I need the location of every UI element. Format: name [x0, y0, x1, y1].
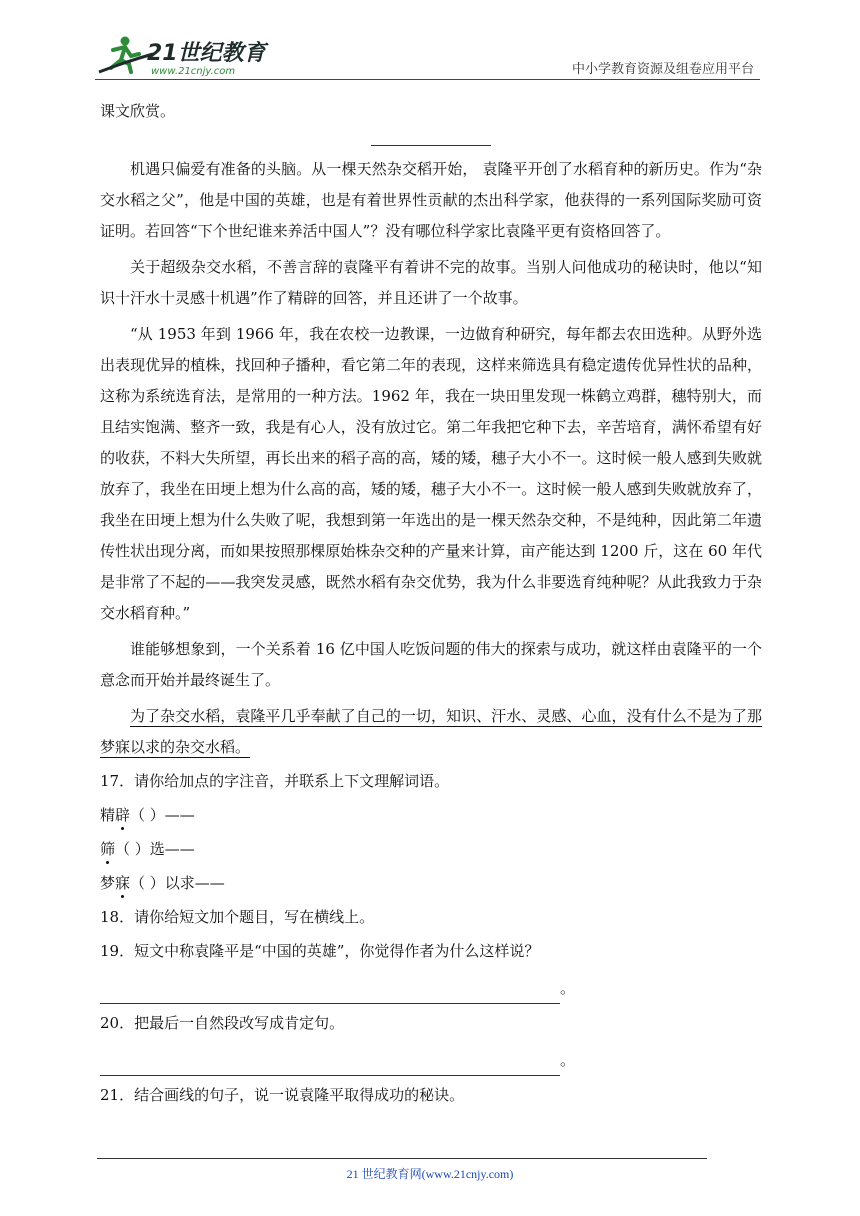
- q17-item-2-post: （ ）选——: [115, 840, 195, 858]
- q17-item-1-pre: 精: [100, 806, 116, 824]
- question-19: 19．短文中称袁隆平是“中国的英雄”，你觉得作者为什么这样说？: [100, 942, 540, 960]
- question-21: 21．结合画线的句子，说一说袁隆平取得成功的秘诀。: [100, 1086, 465, 1104]
- underlined-sentence: 为了杂交水稻，袁隆平几乎奉献了自己的一切，知识、汗水、灵感、心血，没有什么不是为了那梦寐以求的杂交水稻。: [100, 707, 762, 756]
- footer-link[interactable]: 21 世纪教育网(www.21cnjy.com): [346, 1167, 514, 1181]
- paragraph-3: “从 1953 年到 1966 年，我在农校一边教课，一边做育种研究，每年都去农田选种。从野外选出表现优异的植株，找回种子播种，看它第二年的表现，这样来筛选具有稳定遗传优异性状的品种，这称为系统选育法，是常用的一种方法。1962 年，我在一块田里发现一株鹤立鸡群，穗特别大，而且结实饱满、整齐一致，我是有心人，没有放过它。第二年我把它种下去，辛苦培育，满怀希望有好的收获，不料大失所望，再长出来的稻子高的高，矮的矮，穗子大小不一。这时候一般人感到失败就放弃了，我坐在田埂上想为什么高的高，矮的矮，穗子大小不一。这时候一般人感到失败就放弃了，我坐在田埂上想为什么失败了呢，我想到第一年选出的是一棵天然杂交种，不是纯种，因此第二年遗传性状出现分离，而如果按照那棵原始株杂交种的产量来计算，亩产能达到 1200 斤，这在 60 年代是非常了不起的——我突发灵感，既然水稻有杂交优势，我为什么非要选育纯种呢？从此我致力于杂交水稻育种。”: [100, 325, 762, 622]
- question-17: 17．请你给加点的字注音，并联系上下文理解词语。: [100, 772, 450, 790]
- paragraph-1: 机遇只偏爱有准备的头脑。从一棵天然杂交稻开始， 袁隆平开创了水稻育种的新历史。作为“杂交水稻之父”，他是中国的英雄，也是有着世界性贡献的杰出科学家，他获得的一系列国际奖励可资证明。若回答“下个世纪谁来养活中国人”？没有哪位科学家比袁隆平更有资格回答了。: [100, 160, 762, 240]
- q17-item-1-char: 辟: [115, 806, 131, 824]
- q19-answer: [100, 973, 762, 1005]
- q19-answer-line[interactable]: [100, 979, 560, 1004]
- emphasis-dot: [106, 861, 109, 864]
- q17-item-1-dotted: [115, 806, 130, 824]
- document-body: [100, 96, 762, 1111]
- q17-item-1-post: （ ）——: [130, 806, 195, 824]
- q20-answer-line[interactable]: [100, 1051, 560, 1076]
- paragraph-2: 关于超级杂交水稻，不善言辞的袁隆平有着讲不完的故事。当别人问他成功的秘诀时，他以“知识十汗水十灵感十机遇”作了精辟的回答，并且还讲了一个故事。: [100, 258, 762, 307]
- emphasis-dot: [121, 895, 124, 898]
- q17-item-3-post: （ ）以求——: [130, 874, 225, 892]
- q17-item-3-pre: 梦: [100, 874, 116, 892]
- q17-item-2-dotted: [100, 840, 115, 858]
- header-divider: [95, 79, 760, 80]
- page-header: [95, 30, 760, 80]
- q17-item-3-char: 寐: [115, 874, 131, 892]
- q17-item-2: [100, 834, 762, 865]
- q20-end-mark: 。: [560, 1051, 576, 1069]
- q19-end-mark: 。: [560, 979, 576, 997]
- emphasis-dot: [121, 827, 124, 830]
- paragraph-4: 谁能够想象到，一个关系着 16 亿中国人吃饭问题的伟大的探索与成功，就这样由袁隆平的一个意念而开始并最终诞生了。: [100, 640, 762, 689]
- title-blank-line: [371, 131, 491, 146]
- paragraph-5: [100, 701, 762, 763]
- q17-item-2-char: 筛: [100, 840, 116, 858]
- platform-name: 中小学教育资源及组卷应用平台: [571, 62, 754, 77]
- runner-icon: [99, 37, 153, 73]
- logo-url: www.21cnjy.com: [151, 66, 236, 77]
- q17-item-3-dotted: [115, 874, 130, 892]
- q17-item-1: [100, 800, 762, 831]
- logo-text: 21世纪教育: [147, 41, 266, 66]
- question-20: 20．把最后一自然段改写成肯定句。: [100, 1014, 345, 1032]
- intro-line: 课文欣赏。: [100, 102, 176, 120]
- footer-divider: [97, 1158, 707, 1159]
- question-18: 18．请你给短文加个题目，写在横线上。: [100, 908, 375, 926]
- q20-answer: [100, 1045, 762, 1077]
- q17-item-3: [100, 868, 762, 899]
- logo: [95, 32, 295, 78]
